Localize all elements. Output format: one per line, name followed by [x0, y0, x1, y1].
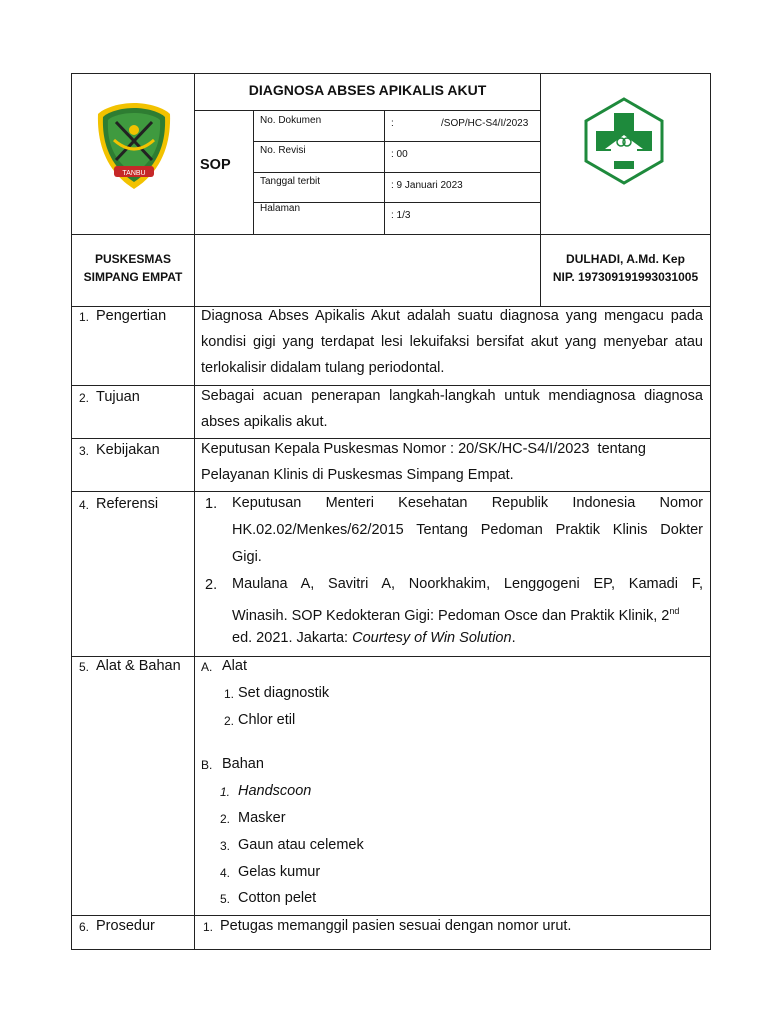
section-number: 4. — [79, 498, 90, 512]
list-item: Masker — [238, 810, 286, 826]
section-number: 1. — [79, 310, 90, 324]
field-label-halaman: Halaman — [260, 203, 301, 214]
reference-end: . — [511, 630, 516, 646]
reference-line-with-italic — [232, 625, 703, 652]
list-item: Set diagnostik — [238, 685, 330, 701]
reference-number: 2. — [205, 577, 218, 593]
field-colon-no-dokumen: : — [391, 118, 394, 129]
field-label-no-dokumen: No. Dokumen — [260, 115, 322, 126]
reference-publisher: Courtesy of Win Solution — [352, 630, 512, 646]
section-text-line: Keputusan Kepala Puskesmas Nomor : 20/SK/HC-S4/I/2023 tentang — [201, 441, 646, 457]
section-text-line: abses apikalis akut. — [201, 414, 328, 430]
item-number: 2. — [220, 812, 231, 826]
field-value-halaman: : 1/3 — [391, 210, 411, 221]
item-number: 4. — [220, 866, 231, 880]
group-letter: A. — [201, 660, 213, 674]
section-text-line: terlokalisir didalam tulang periodontal. — [201, 360, 445, 376]
section-number: 5. — [79, 660, 90, 674]
field-label-no-revisi: No. Revisi — [260, 145, 306, 156]
org-name-line2: SIMPANG EMPAT — [83, 270, 183, 284]
ordinal-suffix: nd — [669, 606, 680, 616]
document-title: DIAGNOSA ABSES APIKALIS AKUT — [248, 82, 487, 98]
procedure-step: Petugas memanggil pasien sesuai dengan nomor urut. — [220, 918, 572, 934]
item-number: 2. — [224, 714, 235, 728]
field-label-tanggal-terbit: Tanggal terbit — [260, 176, 321, 187]
section-label-pengertian: Pengertian — [96, 308, 167, 324]
group-title-alat: Alat — [222, 658, 247, 674]
signer-nip: NIP. 197309191993031005 — [552, 270, 699, 284]
reference-line-text: Winasih. SOP Kedokteran Gigi: Pedoman Osce dan Praktik Klinik, 2 — [232, 607, 670, 624]
item-number: 5. — [220, 892, 231, 906]
section-text-line: Pelayanan Klinis di Puskesmas Simpang Empat. — [201, 467, 514, 483]
section-label-prosedur: Prosedur — [96, 918, 155, 934]
list-item: Handscoon — [238, 783, 312, 799]
field-value-tanggal-terbit: : 9 Januari 2023 — [391, 180, 463, 191]
section-number: 2. — [79, 391, 90, 405]
reference-number: 1. — [205, 496, 218, 512]
list-item: Gelas kumur — [238, 864, 321, 880]
section-text-line: Diagnosa Abses Apikalis Akut adalah suatu diagnosa yang mengacu pada — [201, 308, 703, 324]
reference-line-text: ed. 2021. Jakarta: — [232, 630, 353, 646]
group-letter: B. — [201, 758, 213, 772]
section-label-kebijakan: Kebijakan — [96, 442, 160, 458]
field-value-no-revisi: : 00 — [391, 149, 408, 160]
item-number: 1. — [220, 785, 231, 799]
list-item: Gaun atau celemek — [238, 837, 364, 853]
item-number: 1. — [224, 687, 235, 701]
item-number: 3. — [220, 839, 231, 853]
reference-line: Keputusan Menteri Kesehatan Republik Indonesia Nomor — [232, 495, 703, 511]
section-number: 3. — [79, 444, 90, 458]
section-label-referensi: Referensi — [96, 496, 159, 512]
field-value-no-dokumen: /SOP/HC-S4/I/2023 — [441, 118, 529, 129]
reference-line: Gigi. — [232, 549, 262, 565]
sop-label: SOP — [200, 157, 231, 173]
regency-logo — [94, 100, 174, 192]
puskesmas-logo — [583, 97, 665, 185]
regency-logo-text: TANBU — [122, 170, 146, 177]
section-label-alat-bahan: Alat & Bahan — [96, 658, 181, 674]
step-number: 1. — [203, 920, 214, 934]
signer-name: DULHADI, A.Md. Kep — [566, 252, 685, 266]
reference-line: Maulana A, Savitri A, Noorkhakim, Lenggogeni EP, Kamadi F, — [232, 576, 703, 592]
org-name-line1: PUSKESMAS — [94, 252, 171, 266]
section-number: 6. — [79, 920, 90, 934]
reference-line: HK.02.02/Menkes/62/2015 Tentang Pedoman Praktik Klinis Dokter — [232, 522, 703, 538]
list-item: Cotton pelet — [238, 890, 317, 906]
list-item: Chlor etil — [238, 712, 296, 728]
section-text-line: Sebagai acuan penerapan langkah-langkah untuk mendiagnosa diagnosa — [201, 388, 703, 404]
section-label-tujuan: Tujuan — [96, 389, 140, 405]
group-title-bahan: Bahan — [222, 756, 264, 772]
section-text-line: kondisi gigi yang terdapat lesi lekuifaksi bersifat akut yang menyebar atau — [201, 334, 703, 350]
